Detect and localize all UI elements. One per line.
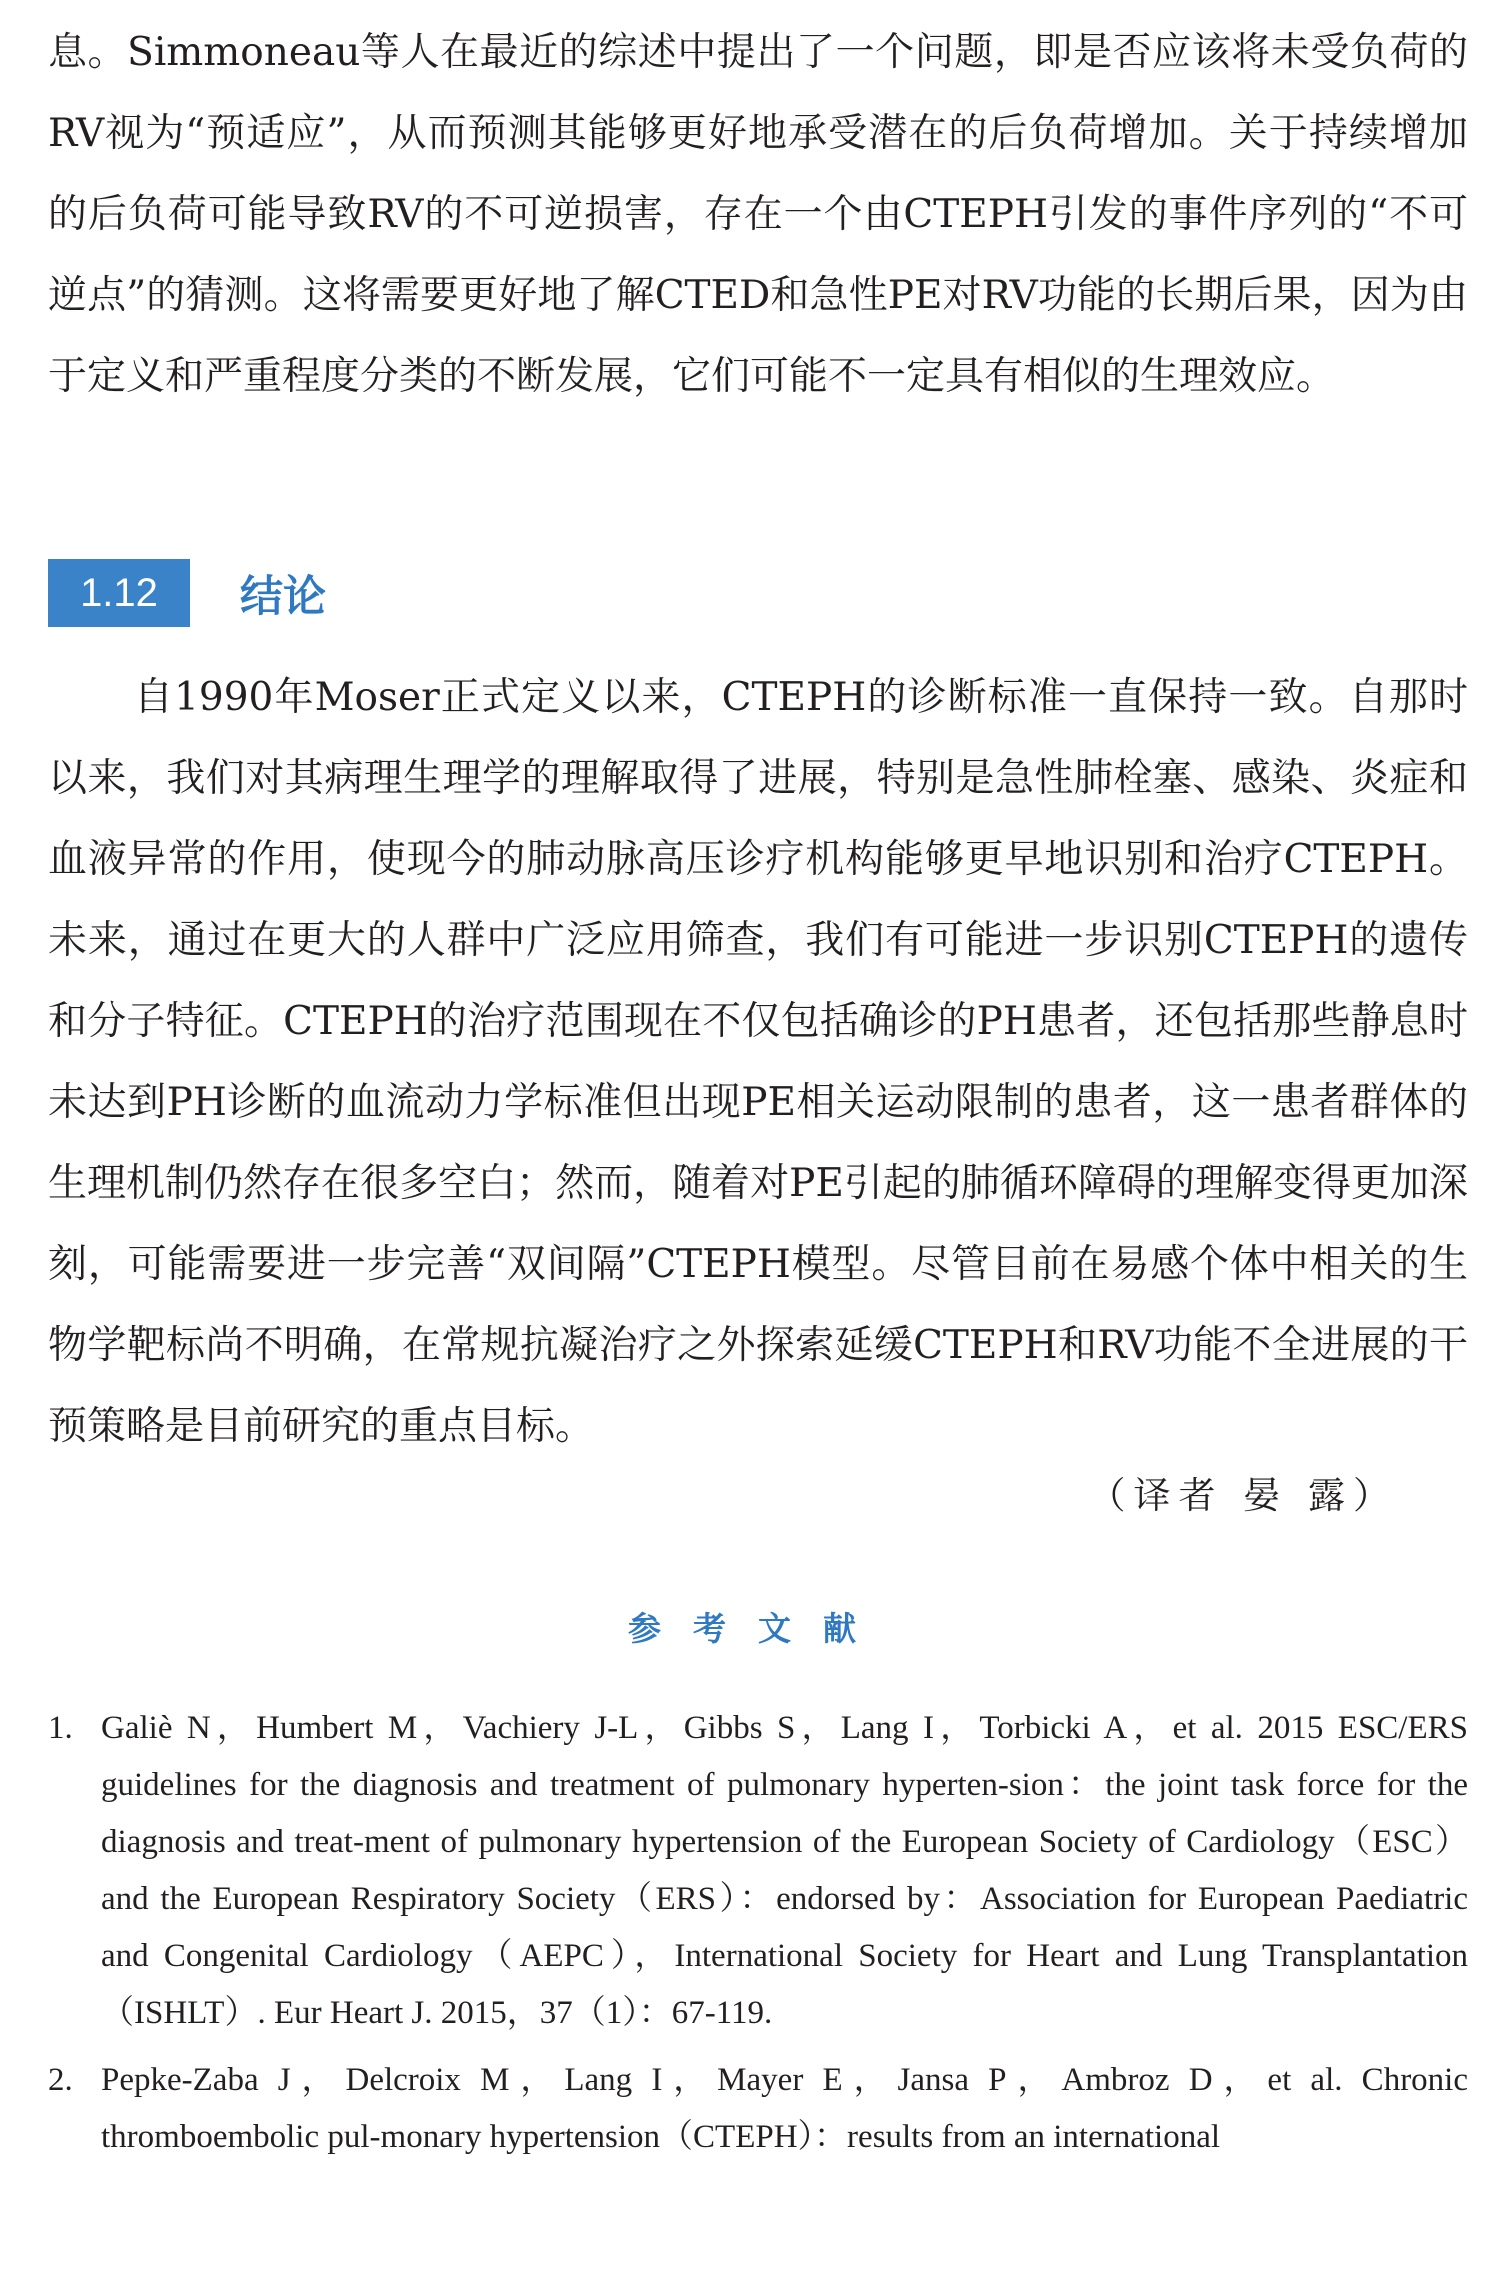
reference-number: 2. — [48, 2062, 73, 2098]
references-heading: 参考文献 — [628, 1609, 888, 1648]
section-number-badge: 1.12 — [48, 559, 190, 627]
reference-list — [48, 1700, 1468, 2176]
section-heading — [48, 559, 326, 627]
paragraph-rv-adaptation: 息。Simmoneau等人在最近的综述中提出了一个问题，即是否应该将未受负荷的RV视为“预适应”，从而预测其能够更好地承受潜在的后负荷增加。关于持续增加的后负荷可能导致RV的不可逆损害，存在一个由CTEPH引发的事件序列的“不可逆点”的猜测。这将需要更好地了解CTED和急性PE对RV功能的长期后果，因为由于定义和严重程度分类的不断发展，它们可能不一定具有相似的生理效应。 — [48, 30, 1468, 399]
paragraph-conclusion: 自1990年Moser正式定义以来，CTEPH的诊断标准一直保持一致。自那时以来，我们对其病理生理学的理解取得了进展，特别是急性肺栓塞、感染、炎症和血液异常的作用，使现今的肺动脉高压诊疗机构能够更早地识别和治疗CTEPH。未来，通过在更大的人群中广泛应用筛查，我们有可能进一步识别CTEPH的遗传和分子特征。CTEPH的治疗范围现在不仅包括确诊的PH患者，还包括那些静息时未达到PH诊断的血流动力学标准但出现PE相关运动限制的患者，这一患者群体的生理机制仍然存在很多空白；然而，随着对PE引起的肺循环障碍的理解变得更加深刻，可能需要进一步完善“双间隔”CTEPH模型。尽管目前在易感个体中相关的生物学靶标尚不明确，在常规抗凝治疗之外探索延缓CTEPH和RV功能不全进展的干预策略是目前研究的重点目标。 — [48, 675, 1468, 1449]
reference-text: Galiè N，Humbert M，Vachiery J-L，Gibbs S，Lang I，Torbicki A，et al. 2015 ESC/ERS guidelines for the diagnosis and treatment of pulmonary hyperten-sion：the joint task force for the diagnosis and treat-ment of pulmonary hypertension of the European Society of Cardiology（ESC）and the European Respiratory Society（ERS）：endorsed by：Association for European Paediatric and Congenital Cardiology（AEPC），International Society for Heart and Lung Transplantation（ISHLT）. Eur Heart J. 2015，37（1）：67-119. — [101, 1710, 1468, 2031]
translator-credit: （译者 晏 露） — [1088, 1474, 1398, 1517]
reference-item-1 — [48, 1700, 1468, 2042]
section-title: 结论 — [240, 571, 326, 622]
reference-number: 1. — [48, 1710, 73, 1746]
reference-item-2 — [48, 2052, 1468, 2166]
reference-text: Pepke-Zaba J，Delcroix M，Lang I，Mayer E，Jansa P，Ambroz D，et al. Chronic thromboembolic pul-monary hypertension（CTEPH）：results from an international — [101, 2062, 1468, 2155]
